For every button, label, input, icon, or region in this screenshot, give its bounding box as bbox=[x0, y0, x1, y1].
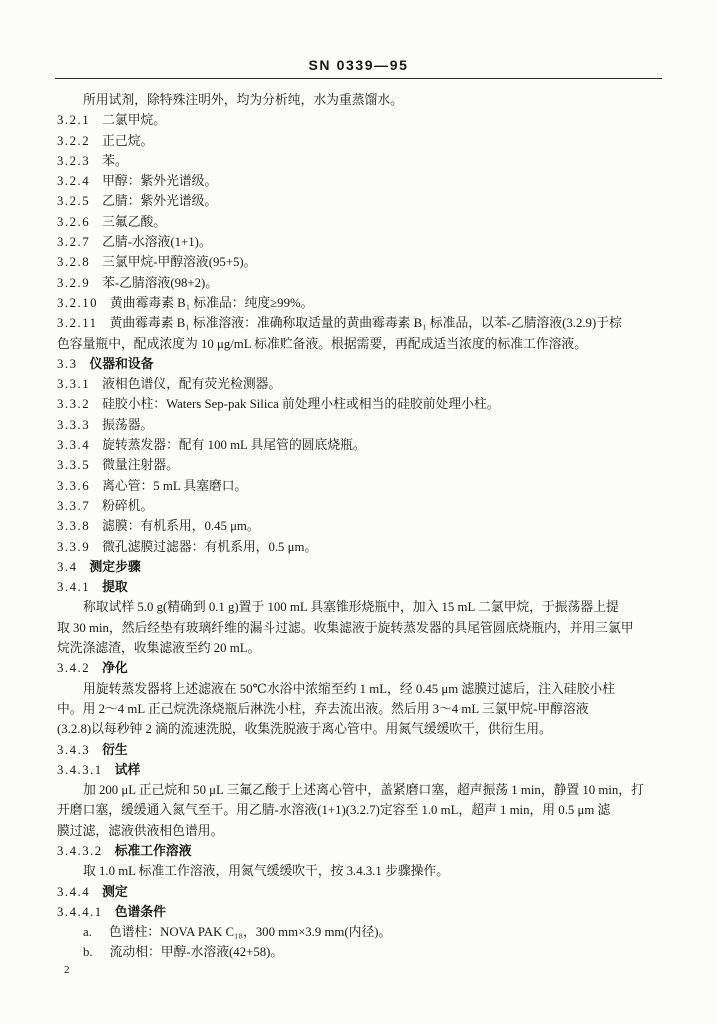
apparatus-item bbox=[57, 415, 663, 435]
clause-text: 二氯甲烷。 bbox=[102, 113, 167, 128]
paragraph-text: 烷洗涤滤渣，收集滤液至约 20 mL。 bbox=[57, 641, 261, 656]
condition-item bbox=[57, 942, 663, 962]
paragraph-text: 加 200 μL 正己烷和 50 μL 三氟乙酸于上述离心管中，盖紧磨口塞，超声振荡 1 min，静置 10 min，打 bbox=[83, 783, 644, 798]
clause-text: 色容量瓶中，配成浓度为 10 μg/mL 标准贮备液。根据需要，再配成适当浓度的标准工作溶液。 bbox=[57, 336, 587, 351]
clause-number: 3.4.3.2 bbox=[57, 843, 103, 858]
section-title: 测定步骤 bbox=[89, 559, 141, 575]
standard-paragraph-line bbox=[57, 861, 663, 881]
clause-text: 滤膜：有机系用，0.45 μm。 bbox=[102, 519, 260, 534]
item-text: 色谱柱：NOVA PAK C₁₈，300 mm×3.9 mm(内径)。 bbox=[108, 925, 392, 940]
clause-title: 试样 bbox=[114, 762, 141, 778]
clause-heading-sample bbox=[57, 760, 663, 780]
clause-number: 3.2.8 bbox=[57, 255, 91, 270]
item-label: a. bbox=[83, 925, 92, 940]
subsection-heading-cleanup bbox=[57, 658, 663, 678]
reagents-intro bbox=[57, 90, 663, 110]
clause-number: 3.4.3.1 bbox=[57, 762, 103, 777]
clause-number: 3.3.8 bbox=[57, 519, 91, 534]
reagent-item bbox=[57, 252, 663, 272]
clause-heading-standard bbox=[57, 841, 663, 861]
clause-text: 粉碎机。 bbox=[102, 498, 154, 513]
clause-text: 微量注射器。 bbox=[102, 458, 179, 473]
item-text: 流动相：甲醇-水溶液(42+58)。 bbox=[109, 945, 284, 960]
intro-text: 所用试剂，除特殊注明外，均为分析纯，水为重蒸馏水。 bbox=[83, 93, 403, 107]
apparatus-item bbox=[57, 476, 663, 496]
subsection-number: 3.4.1 bbox=[57, 580, 91, 595]
paragraph-text: 取 1.0 mL 标准工作溶液，用氮气缓缓吹干，按 3.4.3.1 步骤操作。 bbox=[83, 864, 450, 879]
sample-paragraph-line bbox=[57, 800, 663, 820]
reagent-item bbox=[57, 110, 663, 130]
document-body bbox=[57, 90, 663, 963]
apparatus-item bbox=[57, 496, 663, 516]
apparatus-item bbox=[57, 374, 663, 394]
cleanup-paragraph-line bbox=[57, 719, 663, 739]
clause-number: 3.2.9 bbox=[57, 275, 91, 290]
clause-text: 黄曲霉毒素 B₁ 标准品：纯度≥99%。 bbox=[110, 295, 314, 310]
clause-number: 3.2.10 bbox=[57, 295, 98, 310]
paragraph-text: 称取试样 5.0 g(精确到 0.1 g)置于 100 mL 具塞锥形烧瓶中，加入 15 mL 二氯甲烷，于振荡器上提 bbox=[83, 600, 619, 615]
extraction-paragraph-line bbox=[57, 638, 663, 658]
section-title: 仪器和设备 bbox=[89, 356, 154, 372]
clause-text: 乙腈-水溶液(1+1)。 bbox=[102, 235, 212, 250]
item-label: b. bbox=[83, 945, 93, 960]
clause-number: 3.3.2 bbox=[57, 397, 91, 412]
apparatus-item bbox=[57, 455, 663, 475]
clause-number: 3.3.5 bbox=[57, 458, 91, 473]
apparatus-item bbox=[57, 435, 663, 455]
section-number: 3.3 bbox=[57, 356, 78, 371]
paragraph-text: (3.2.8)以每秒钟 2 滴的流速洗脱，收集洗脱液于离心管中。用氮气缓缓吹干，供衍生用。 bbox=[57, 722, 552, 737]
clause-text: 振荡器。 bbox=[102, 417, 154, 432]
sample-paragraph-line bbox=[57, 780, 663, 800]
section-heading-procedure bbox=[57, 557, 663, 577]
clause-title: 色谱条件 bbox=[114, 904, 166, 920]
clause-number: 3.2.7 bbox=[57, 235, 91, 250]
clause-text: 甲醇：紫外光谱级。 bbox=[102, 174, 218, 189]
apparatus-item bbox=[57, 537, 663, 557]
reagent-item bbox=[57, 151, 663, 171]
apparatus-item bbox=[57, 516, 663, 536]
reagent-item bbox=[57, 191, 663, 211]
clause-text: 正己烷。 bbox=[102, 133, 154, 148]
extraction-paragraph-line bbox=[57, 597, 663, 617]
subsection-title: 测定 bbox=[102, 884, 128, 900]
clause-number: 3.2.3 bbox=[57, 153, 91, 168]
subsection-number: 3.4.4 bbox=[57, 884, 91, 899]
clause-number: 3.2.1 bbox=[57, 113, 91, 128]
clause-text: 苯-乙腈溶液(98+2)。 bbox=[102, 275, 219, 290]
apparatus-item bbox=[57, 394, 663, 414]
clause-heading-conditions bbox=[57, 902, 663, 922]
clause-title: 标准工作溶液 bbox=[114, 843, 192, 859]
subsection-heading-derivatization bbox=[57, 740, 663, 760]
standard-code-header: SN 0339—95 bbox=[308, 57, 409, 73]
clause-text: 液相色谱仪，配有荧光检测器。 bbox=[102, 377, 282, 392]
clause-text: 黄曲霉毒素 B₁ 标准溶液：准确称取适量的黄曲霉毒素 B₁ 标准品，以苯-乙腈溶液(3.2.9)于棕 bbox=[109, 316, 622, 331]
clause-number: 3.4.4.1 bbox=[57, 904, 103, 919]
clause-number: 3.2.4 bbox=[57, 174, 91, 189]
paragraph-text: 取 30 min，然后经垫有玻璃纤维的漏斗过滤。收集滤液于旋转蒸发器的具尾管圆底烧瓶内，并用三氯甲 bbox=[57, 620, 634, 635]
clause-text: 乙腈：紫外光谱级。 bbox=[102, 194, 218, 209]
clause-number: 3.3.6 bbox=[57, 478, 91, 493]
section-number: 3.4 bbox=[57, 559, 78, 574]
reagent-item bbox=[57, 171, 663, 191]
subsection-heading-determination bbox=[57, 882, 663, 902]
page-number: 2 bbox=[64, 964, 70, 976]
subsection-heading-extraction bbox=[57, 577, 663, 597]
reagent-item bbox=[57, 232, 663, 252]
clause-number: 3.3.9 bbox=[57, 539, 91, 554]
condition-item bbox=[57, 922, 663, 942]
reagent-item bbox=[57, 131, 663, 151]
clause-number: 3.3.7 bbox=[57, 498, 91, 513]
subsection-title: 净化 bbox=[102, 661, 128, 677]
header-rule bbox=[55, 78, 662, 79]
clause-text: 硅胶小柱：Waters Sep-pak Silica 前处理小柱或相当的硅胶前处理小柱。 bbox=[102, 397, 500, 412]
reagent-item bbox=[57, 273, 663, 293]
clause-number: 3.2.6 bbox=[57, 214, 91, 229]
paragraph-text: 用旋转蒸发器将上述滤液在 50℃水浴中浓缩至约 1 mL，经 0.45 μm 滤膜过滤后，注入硅胶小柱 bbox=[83, 681, 615, 696]
subsection-number: 3.4.3 bbox=[57, 742, 91, 757]
extraction-paragraph-line bbox=[57, 618, 663, 638]
clause-text: 三氟乙酸。 bbox=[102, 214, 167, 229]
subsection-number: 3.4.2 bbox=[57, 661, 91, 676]
clause-number: 3.2.5 bbox=[57, 194, 91, 209]
clause-number: 3.2.11 bbox=[57, 316, 98, 331]
clause-number: 3.2.2 bbox=[57, 133, 91, 148]
paragraph-text: 中。用 2～4 mL 正己烷洗涤烧瓶后淋洗小柱，弃去流出液。然后用 3～4 mL 三氯甲烷-甲醇溶液 bbox=[57, 701, 589, 716]
clause-number: 3.3.4 bbox=[57, 438, 91, 453]
clause-number: 3.3.1 bbox=[57, 377, 91, 392]
reagent-item-continuation bbox=[57, 334, 663, 354]
reagent-item bbox=[57, 313, 663, 333]
subsection-title: 提取 bbox=[102, 580, 128, 596]
clause-text: 苯。 bbox=[102, 153, 128, 168]
clause-text: 三氯甲烷-甲醇溶液(95+5)。 bbox=[102, 255, 257, 270]
cleanup-paragraph-line bbox=[57, 699, 663, 719]
clause-text: 微孔滤膜过滤器：有机系用，0.5 μm。 bbox=[102, 539, 318, 554]
subsection-title: 衍生 bbox=[102, 742, 128, 758]
clause-number: 3.3.3 bbox=[57, 417, 91, 432]
paragraph-text: 开磨口塞，缓缓通入氮气至干。用乙腈-水溶液(1+1)(3.2.7)定容至 1.0 mL，超声 1 min，用 0.5 μm 滤 bbox=[57, 803, 611, 818]
section-heading-apparatus bbox=[57, 354, 663, 374]
sample-paragraph-line bbox=[57, 821, 663, 841]
clause-text: 旋转蒸发器：配有 100 mL 具尾管的圆底烧瓶。 bbox=[102, 438, 366, 453]
reagent-item bbox=[57, 293, 663, 313]
cleanup-paragraph-line bbox=[57, 679, 663, 699]
paragraph-text: 膜过滤，滤液供液相色谱用。 bbox=[57, 823, 224, 838]
clause-text: 离心管：5 mL 具塞磨口。 bbox=[102, 478, 248, 493]
reagent-item bbox=[57, 212, 663, 232]
